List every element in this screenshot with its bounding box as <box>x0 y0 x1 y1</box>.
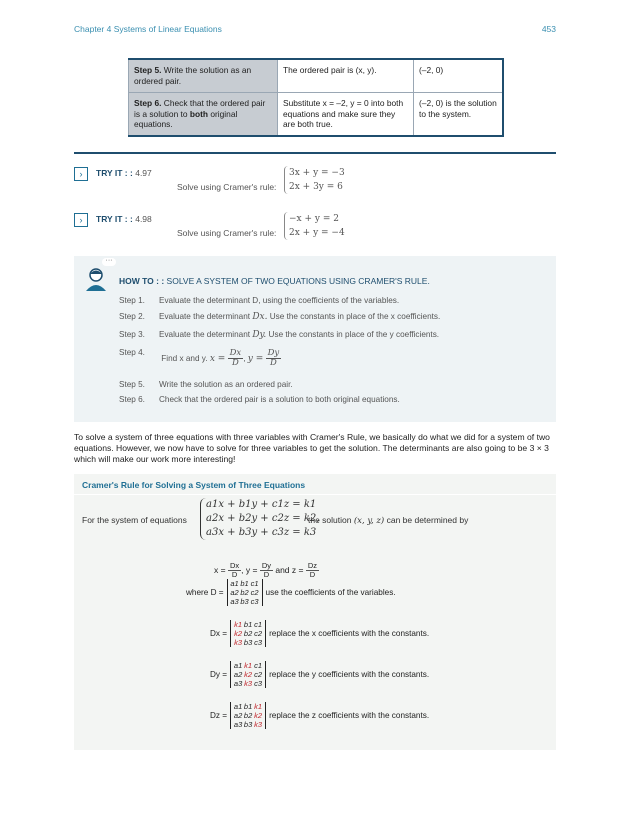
determinant-note: use the coefficients of the variables. <box>265 588 396 597</box>
step-label: Step 6. <box>134 98 162 108</box>
person-icon <box>84 266 108 292</box>
matrix-entry: a3 <box>233 720 243 729</box>
determinant-row <box>210 702 429 729</box>
determinant-note: replace the z coefficients with the constants. <box>269 711 430 720</box>
determinant-matrix <box>230 620 266 647</box>
box-title: Cramer's Rule for Solving a System of Three Equations <box>82 480 306 490</box>
matrix-entry: k1 <box>244 661 253 670</box>
page-header <box>74 24 556 38</box>
equation: 2x + y = −4 <box>289 228 345 238</box>
section-divider <box>74 152 556 154</box>
try-it-prompt: Solve using Cramer's rule: <box>177 182 277 192</box>
matrix-entry: b3 <box>240 597 249 606</box>
equation: a1x + b1y + c1z = k1 <box>206 499 317 510</box>
matrix-entry: c3 <box>254 638 263 647</box>
try-it-number: 4.98 <box>135 214 152 224</box>
step-bold: both <box>189 108 209 119</box>
equation: −x + y = 2 <box>289 214 339 224</box>
matrix-entry: k2 <box>244 670 253 679</box>
matrix-entry: b2 <box>240 588 249 597</box>
page-number: 453 <box>541 24 556 34</box>
try-it-label: TRY IT : : <box>96 214 133 224</box>
chevron-right-icon[interactable]: › <box>74 213 88 227</box>
equation: a3x + b3y + c3z = k3 <box>206 527 317 538</box>
step-label: Step 5. <box>134 65 162 75</box>
try-it-4-97 <box>74 165 556 205</box>
matrix-entry: a2 <box>233 711 243 720</box>
equation-system <box>284 212 345 240</box>
solution-text: the solution (x, y, z) can be determined by <box>308 515 469 526</box>
matrix-entry: a1 <box>230 579 239 588</box>
how-to-step: Step 2. Evaluate the determinant Dx. Use the constants in place of the x coefficients. <box>119 312 441 322</box>
matrix-entry: c3 <box>250 597 259 606</box>
matrix-entry: b1 <box>240 579 249 588</box>
how-to-title: HOW TO : : SOLVE A SYSTEM OF TWO EQUATIONS USING CRAMER'S RULE. <box>119 276 430 286</box>
matrix-entry: b1 <box>243 702 253 711</box>
step-text: original equations. <box>134 108 238 129</box>
step-cell <box>129 59 278 93</box>
matrix-entry: k3 <box>244 679 253 688</box>
matrix-entry: b2 <box>243 629 253 638</box>
try-it-4-98 <box>74 211 556 251</box>
try-it-prompt: Solve using Cramer's rule: <box>177 228 277 238</box>
result-cell: (–2, 0) <box>414 59 504 93</box>
how-to-step: Step 6. Check that the ordered pair is a solution to both original equations. <box>119 395 400 404</box>
for-system-label: For the system of equations <box>82 515 187 525</box>
matrix-entry: c1 <box>254 661 263 670</box>
speech-bubble-icon: ··· <box>102 258 116 266</box>
chevron-right-icon[interactable]: › <box>74 167 88 181</box>
determinant-note: replace the x coefficients with the constants. <box>269 629 430 638</box>
matrix-entry: a3 <box>230 597 239 606</box>
equation-system <box>200 498 319 540</box>
matrix-entry: k1 <box>234 620 243 629</box>
matrix-entry: k3 <box>254 720 263 729</box>
solution-formula: x = $\frac{Dx}{D}$ , y = $\frac{Dy}{D}$ and z = $\frac{Dz}{D}$ <box>214 561 318 579</box>
steps-table <box>128 58 504 137</box>
determinant-row <box>186 579 396 606</box>
cramer-rule-box <box>74 474 556 750</box>
matrix-entry: a2 <box>230 588 239 597</box>
how-to-box <box>74 256 556 422</box>
matrix-entry: b3 <box>243 720 253 729</box>
body-paragraph: To solve a system of three equations with three variables with Cramer's Rule, we basically do what we did for a system of two equations. However, we now have to solve for three variables to get the solution. The determinants are also going to be 3 × 3 which will make our work more interesting! <box>74 432 550 464</box>
matrix-entry: b1 <box>243 620 253 629</box>
matrix-entry: c3 <box>254 679 263 688</box>
matrix-entry: a3 <box>233 679 243 688</box>
try-it-label: TRY IT : : <box>96 168 133 178</box>
determinant-row <box>210 661 429 688</box>
matrix-entry: c1 <box>254 620 263 629</box>
matrix-entry: c2 <box>250 588 259 597</box>
determinant-label: Dz = <box>210 711 228 720</box>
table-row <box>129 93 504 136</box>
matrix-entry: a1 <box>233 702 243 711</box>
action-cell: Substitute x = –2, y = 0 into both equations and make sure they are both true. <box>278 93 414 136</box>
how-to-step: Step 4. Find x and y. x = $\frac{Dx}{D}$ , y = $\frac{Dy}{D}$ <box>119 348 280 369</box>
step-text: Write the solution as an ordered pair. <box>134 65 252 86</box>
determinant-label: Dx = <box>210 629 228 638</box>
matrix-entry: a1 <box>233 661 243 670</box>
determinant-matrix <box>230 702 266 729</box>
equation: a2x + b2y + c2z = k2, <box>206 513 320 524</box>
matrix-entry: c2 <box>254 629 263 638</box>
result-cell: (–2, 0) is the solution to the system. <box>414 93 504 136</box>
how-to-step: Step 3. Evaluate the determinant Dy. Use the constants in place of the y coefficients. <box>119 330 440 340</box>
step-cell <box>129 93 278 136</box>
determinant-matrix <box>227 579 263 606</box>
matrix-entry: k3 <box>234 638 243 647</box>
chapter-title: Chapter 4 Systems of Linear Equations <box>74 24 222 34</box>
equation: 3x + y = −3 <box>289 168 345 178</box>
equation-system <box>284 166 345 194</box>
how-to-step: Step 5. Write the solution as an ordered pair. <box>119 380 293 389</box>
equation: 2x + 3y = 6 <box>289 182 343 192</box>
matrix-entry: k2 <box>254 711 263 720</box>
step-text: Check that the ordered pair is a solution to <box>134 98 266 119</box>
matrix-entry: k2 <box>234 629 243 638</box>
matrix-entry: b2 <box>243 711 253 720</box>
try-it-number: 4.97 <box>135 168 152 178</box>
determinant-row <box>210 620 429 647</box>
matrix-entry: c1 <box>250 579 259 588</box>
title-divider <box>74 494 556 495</box>
matrix-entry: c2 <box>254 670 263 679</box>
determinant-matrix <box>230 661 266 688</box>
matrix-entry: k1 <box>254 702 263 711</box>
determinant-label: Dy = <box>210 670 228 679</box>
how-to-step: Step 1. Evaluate the determinant D, using the coefficients of the variables. <box>119 296 400 305</box>
matrix-entry: a2 <box>233 670 243 679</box>
determinant-note: replace the y coefficients with the constants. <box>269 670 430 679</box>
determinant-label: where D = <box>186 588 224 597</box>
table-row <box>129 59 504 93</box>
action-cell: The ordered pair is (x, y). <box>278 59 414 93</box>
matrix-entry: b3 <box>243 638 253 647</box>
